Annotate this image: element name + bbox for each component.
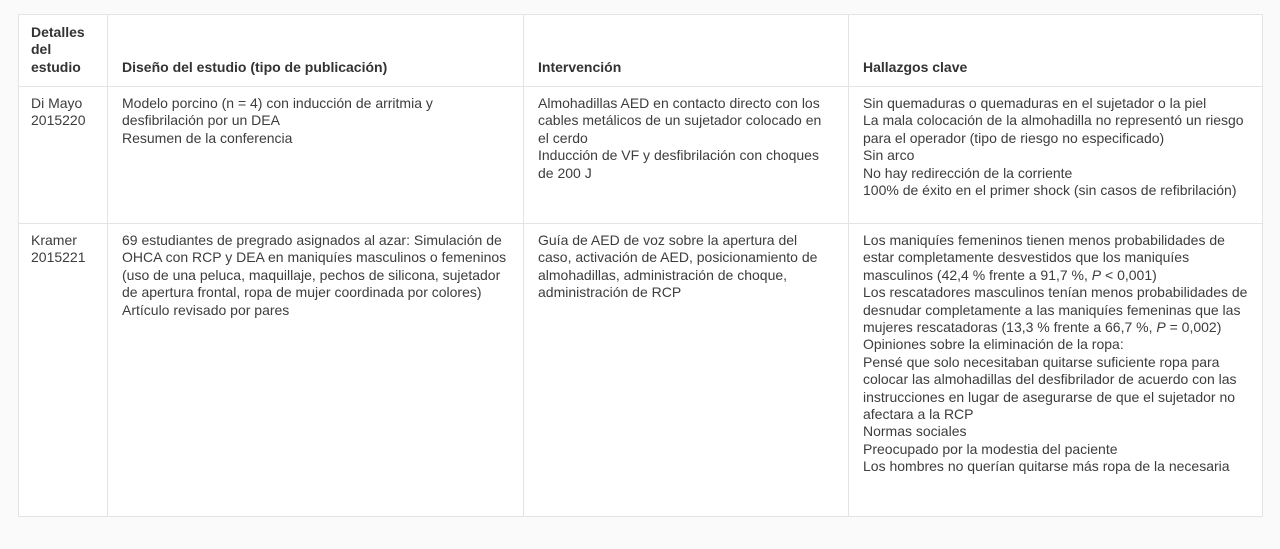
column-header-key-findings: Hallazgos clave xyxy=(863,58,968,75)
cell-line: Modelo porcino (n = 4) con inducción de arritmia y desfibrilación por un DEA xyxy=(122,95,433,129)
cell-line: Kramer 2015221 xyxy=(31,232,86,266)
cell-line: Guía de AED de voz sobre la apertura del caso, activación de AED, posicionamiento de almohadillas, administración de choque, administración de RCP xyxy=(538,232,818,301)
intervention-cell xyxy=(524,224,849,516)
findings-cell xyxy=(849,224,1262,516)
cell-line: 69 estudiantes de pregrado asignados al azar: Simulación de OHCA con RCP y DEA en maniquíes masculinos o femeninos (uso de una peluca, maquillaje, pechos de silicona, sujetador de apertura frontal, ropa de mujer coordinada por colores) xyxy=(122,232,507,301)
cell-line: Sin arco xyxy=(863,147,915,164)
cell-line: Preocupado por la modestia del paciente xyxy=(863,440,1118,457)
studies-table xyxy=(18,14,1263,517)
stat-p-italic: P xyxy=(1156,319,1166,336)
cell-line: Resumen de la conferencia xyxy=(122,129,293,146)
cell-line: Pensé que solo necesitaban quitarse suficiente ropa para colocar las almohadillas del desfibrilador de acuerdo con las instrucciones en lugar de asegurarse de que el sujetador no afectara a la RCP xyxy=(863,353,1237,423)
cell-line: Sin quemaduras o quemaduras en el sujetador o la piel xyxy=(863,95,1207,111)
findings-cell xyxy=(849,87,1262,223)
cell-line: Los hombres no querían quitarse más ropa de la necesaria xyxy=(863,458,1230,475)
cell-line: La mala colocación de la almohadilla no representó un riesgo para el operador (tipo de riesgo no especificado) xyxy=(863,112,1244,146)
cell-line: 100% de éxito en el primer shock (sin casos de refibrilación) xyxy=(863,182,1237,199)
table-row xyxy=(19,224,1262,516)
cell-line: Di Mayo 2015220 xyxy=(31,95,86,129)
cell-line: Artículo revisado por pares xyxy=(122,301,290,318)
cell-line: Opiniones sobre la eliminación de la ropa: xyxy=(863,336,1124,353)
study-cell xyxy=(19,87,108,223)
column-header-study-details: Detalles del estudio xyxy=(19,15,108,86)
intervention-cell xyxy=(524,87,849,223)
column-header-study-design: Diseño del estudio (tipo de publicación) xyxy=(108,15,524,86)
column-header-intervention: Intervención xyxy=(524,15,849,86)
cell-line: Inducción de VF y desfibrilación con choques de 200 J xyxy=(538,147,819,181)
study-cell xyxy=(19,224,108,516)
stat-p-italic: P xyxy=(1091,266,1102,283)
design-cell xyxy=(108,224,524,516)
design-cell xyxy=(108,87,524,223)
table-header-row xyxy=(19,15,1262,87)
cell-line: Los rescatadores masculinos tenían menos probabilidades de desnudar completamente a las maniquíes femeninas que las mujeres rescatadoras (13,3 % frente a 66,7 %, P = 0,002) xyxy=(863,284,1248,336)
cell-line: Los maniquíes femeninos tienen menos probabilidades de estar completamente desvestidos que los maniquíes masculinos (42,4 % frente a 91,7 %, P < 0,001) xyxy=(863,232,1225,283)
table-row xyxy=(19,87,1262,224)
cell-line: Almohadillas AED en contacto directo con los cables metálicos de un sujetador colocado en el cerdo xyxy=(538,95,822,146)
cell-line: Normas sociales xyxy=(863,423,967,440)
cell-line: No hay redirección de la corriente xyxy=(863,164,1073,181)
